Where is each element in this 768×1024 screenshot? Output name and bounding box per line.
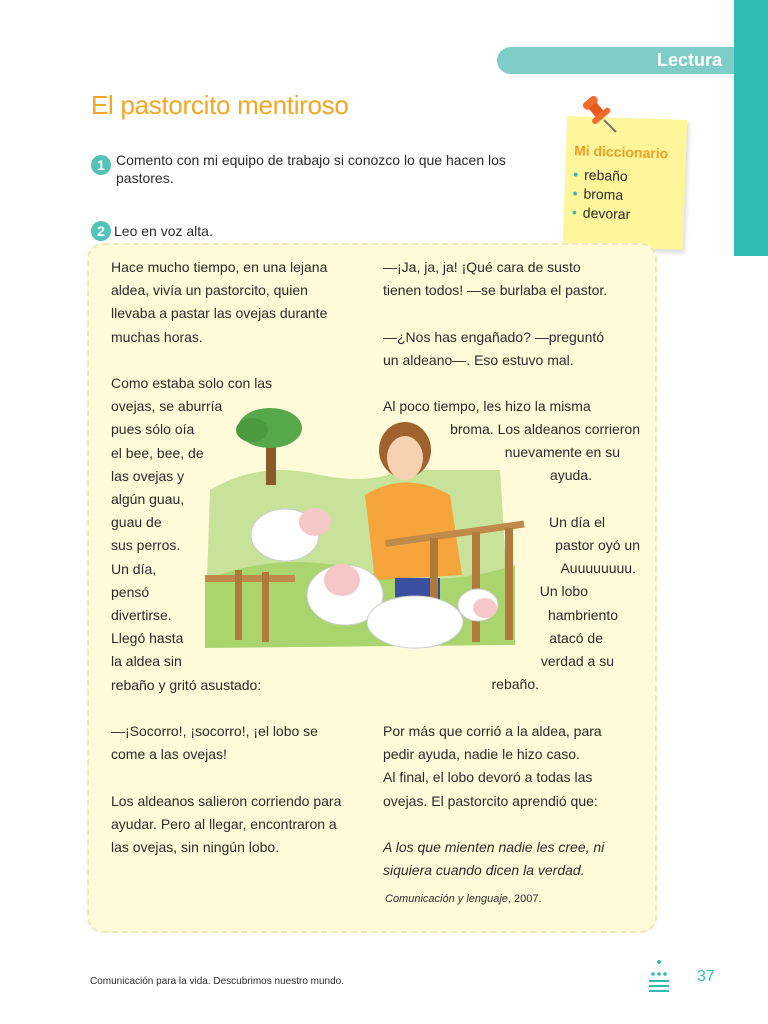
story-line: come a las ovejas! (111, 746, 227, 763)
story-right-column-top (383, 256, 607, 418)
section-label: Lectura (497, 47, 734, 74)
story-line: hambriento (547, 606, 618, 623)
step-1-line: pastores. (116, 170, 174, 186)
story-line: Llegó hasta (111, 630, 184, 647)
story-line: ayudar. Pero al llegar, encontraron a (111, 815, 337, 832)
page-decoration-icon (647, 958, 671, 994)
story-left-column (111, 256, 341, 859)
story-line: pues sólo oía (111, 421, 195, 438)
footer-text: Comunicación para la vida. Descubrimos nuestro mundo. (90, 976, 345, 987)
side-color-tab (734, 0, 768, 256)
story-line: rebaño y gritó asustado: (111, 676, 262, 693)
story-line: ovejas. El pastorcito aprendió que: (383, 792, 598, 809)
story-line: Al final, el lobo devoró a todas las (383, 769, 593, 786)
story-line: Un día, (111, 560, 157, 577)
moral-line: A los que mienten nadie les cree, ni (383, 839, 605, 855)
story-line: ayuda. (549, 467, 592, 484)
story-line: pensó (111, 583, 150, 600)
story-line: muchas horas. (111, 328, 203, 345)
story-line: verdad a su (540, 653, 614, 670)
dictionary-word: • devorar (571, 204, 631, 223)
story-line: Auuuuuuuu. (560, 560, 636, 577)
moral-line: siquiera cuando dicen la verdad. (383, 862, 585, 879)
story-line: —¿Nos has engañado? —preguntó (383, 328, 605, 345)
story-line: sus perros. (111, 537, 181, 554)
story-line: Por más que corrió a la aldea, para (383, 723, 602, 739)
dictionary-word: • broma (572, 185, 624, 203)
source-work: Comunicación y lenguaje (385, 893, 508, 905)
story-line: —¡Socorro!, ¡socorro!, ¡el lobo se (111, 723, 318, 740)
story-line: un aldeano—. Eso estuvo mal. (383, 351, 574, 368)
pushpin-icon (576, 92, 620, 136)
story-line: ovejas, se aburría (111, 398, 223, 415)
story-line: el bee, bee, de (111, 444, 204, 461)
story-line: pastor oyó un (555, 537, 640, 553)
story-line: —¡Ja, ja, ja! ¡Qué cara de susto (383, 259, 581, 275)
story-right-column-bottom (383, 720, 604, 882)
story-line: guau de (111, 514, 162, 531)
dictionary-note (563, 116, 687, 250)
source-year: , 2007. (507, 893, 542, 905)
story-line: la aldea sin (111, 653, 182, 670)
page-title: El pastorcito mentiroso (91, 90, 349, 120)
step-1-line: Comento con mi equipo de trabajo si conozco lo que hacen los (116, 152, 506, 168)
story-line: atacó de (549, 629, 603, 646)
story-line: aldea, vivía un pastorcito, quien (111, 282, 308, 299)
story-line: las ovejas y (111, 467, 185, 484)
story-line: Como estaba solo con las (111, 375, 273, 391)
step-2-number: 2 (91, 221, 111, 241)
story-line: nuevamente en su (504, 444, 620, 461)
story-line: Los aldeanos salieron corriendo para (111, 792, 342, 809)
dictionary-word: • rebaño (572, 166, 629, 185)
dictionary-list (572, 165, 632, 224)
story-line: Hace mucho tiempo, en una lejana (111, 259, 328, 275)
story-line: Al poco tiempo, les hizo la misma (383, 398, 591, 415)
story-line: las ovejas, sin ningún lobo. (111, 839, 280, 856)
story-line: rebaño. (491, 676, 539, 693)
story-right-column-wrap (420, 418, 640, 696)
story-line: tienen todos! —se burlaba el pastor. (383, 282, 608, 299)
story-line: broma. Los aldeanos corrieron (450, 421, 640, 437)
step-1-number: 1 (91, 155, 111, 175)
story-line: Un lobo (539, 583, 588, 600)
story-line: divertirse. (111, 607, 172, 624)
story-line: llevaba a pastar las ovejas durante (111, 305, 328, 322)
page-number: 37 (697, 968, 715, 985)
story-line: Un día el (548, 513, 605, 530)
story-line: pedir ayuda, nadie le hizo caso. (383, 746, 580, 763)
source-citation (385, 893, 542, 905)
dictionary-title: Mi diccionario (573, 142, 669, 162)
story-line: algún guau, (111, 491, 185, 508)
step-2-text: Leo en voz alta. (114, 223, 213, 239)
step-1-text (116, 151, 506, 187)
